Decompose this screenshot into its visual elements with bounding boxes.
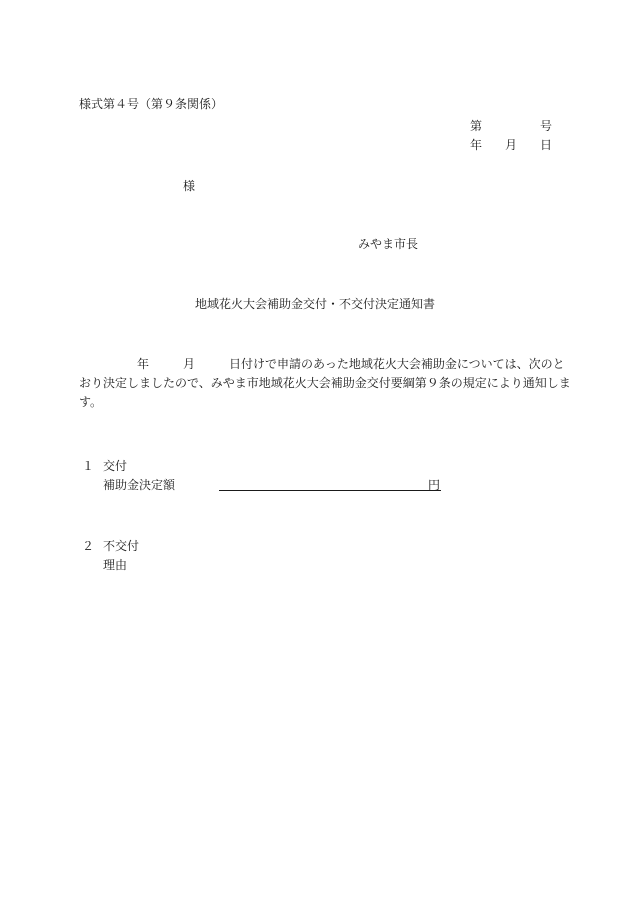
amount-unit: 円 <box>428 478 441 492</box>
section-2-number: ２ <box>82 539 95 553</box>
doc-number-suffix: 号 <box>540 119 553 133</box>
body-line-3: す。 <box>79 395 103 409</box>
body-line-2: おり決定しましたので、みやま市地域花火大会補助金交付要綱第９条の規定により通知しま <box>79 376 571 390</box>
document-title: 地域花火大会補助金交付・不交付決定通知書 <box>194 297 435 311</box>
date-day-label: 日 <box>540 138 553 152</box>
doc-number-prefix: 第 <box>470 119 483 133</box>
amount-field-underline[interactable] <box>219 490 441 491</box>
date-month-label: 月 <box>505 138 518 152</box>
body-line-1 <box>79 355 565 374</box>
reason-label: 理由 <box>103 558 128 572</box>
form-number: 様式第４号（第９条関係） <box>79 97 224 111</box>
section-1-label: 交付 <box>103 459 128 473</box>
addressee-honorific: 様 <box>183 179 196 193</box>
amount-label: 補助金決定額 <box>103 478 176 492</box>
issuer-name: みやま市長 <box>358 237 419 251</box>
body-text <box>79 355 571 412</box>
body-year-label: 年 <box>137 357 150 371</box>
section-2-label: 不交付 <box>103 539 140 553</box>
body-line-1-text: 日付けで申請のあった地域花火大会補助金については、次のと <box>229 357 565 371</box>
body-month-label: 月 <box>183 357 196 371</box>
date-year-label: 年 <box>470 138 483 152</box>
section-1-number: １ <box>82 459 95 473</box>
